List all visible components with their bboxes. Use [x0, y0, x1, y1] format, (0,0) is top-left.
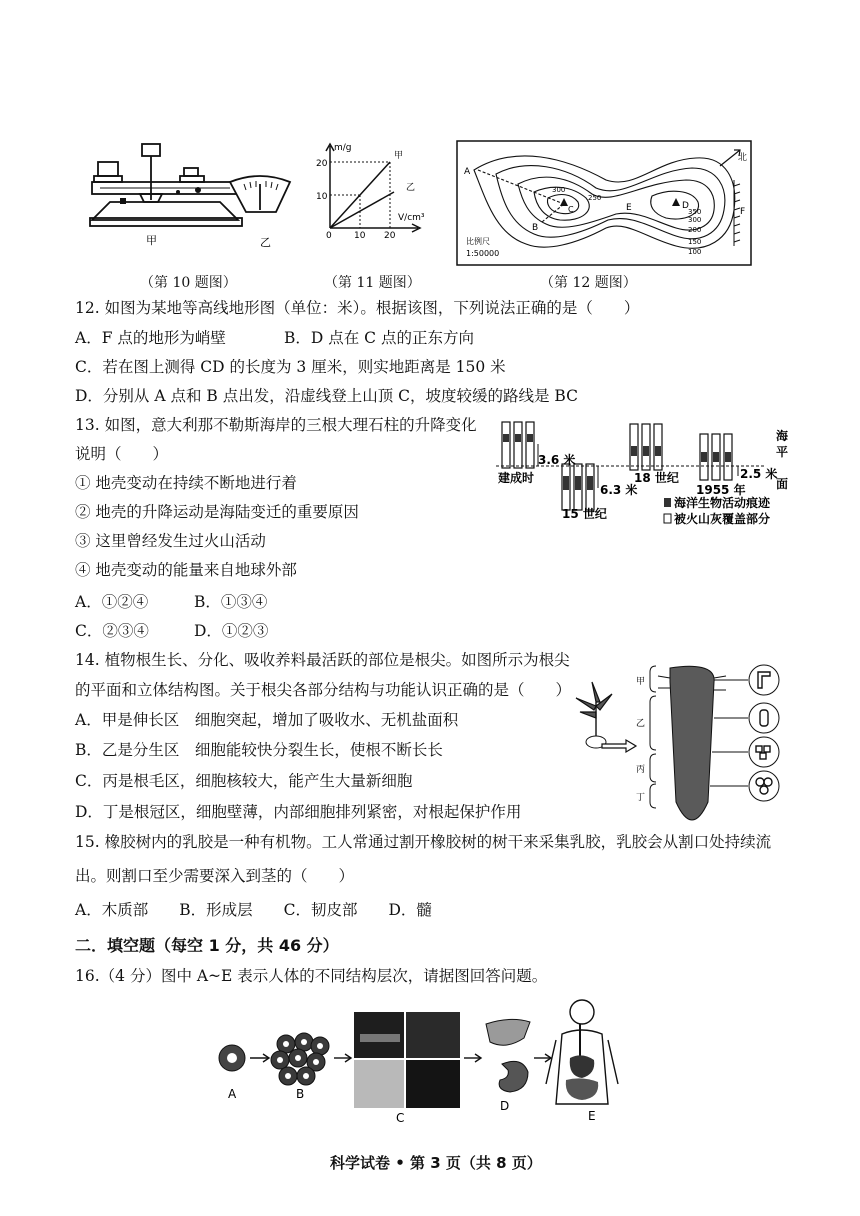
- q13-option-b: B．①③④: [194, 593, 268, 611]
- q14-fig-label-jia: 甲: [636, 677, 646, 687]
- page-footer: 科学试卷 • 第 3 页（共 8 页）: [330, 1154, 542, 1172]
- q13-fig-legend2: 被火山灰覆盖部分: [674, 512, 771, 526]
- q15-stem-line2: 出。则割口至少需要深入到茎的（ ）: [75, 867, 355, 885]
- q15-options: A．木质部 B．形成层 C．韧皮部 D．髓: [75, 901, 432, 919]
- fig12-contour-250a: 250: [588, 194, 602, 202]
- fig11-xlabel: V/cm³: [398, 213, 425, 223]
- q14-fig-label-ding: 丁: [636, 793, 646, 803]
- q12-option-c: C．若在图上测得 CD 的长度为 3 厘米，则实地距离是 150 米: [75, 358, 506, 376]
- q14-option-d: D．丁是根冠区，细胞壁薄，内部细胞排列紧密，对根起保护作用: [75, 803, 522, 821]
- fig12-north: 北: [738, 153, 748, 163]
- q14-fig-label-bing: 丙: [636, 765, 646, 775]
- q13-fig-18c: 18 世纪: [634, 471, 679, 485]
- q13-pillars-figure: [494, 416, 796, 532]
- q13-stem-line2: 说明（ ）: [75, 445, 169, 463]
- fig11-series-yi: 乙: [406, 183, 416, 193]
- fig11-caption: （第 11 题图）: [324, 275, 421, 291]
- fig12-contour-300b: 350: [688, 208, 702, 216]
- q13-fig-15c: 15 世纪: [562, 507, 607, 521]
- q12-option-a: A．F 点的地形为峭壁: [75, 329, 226, 347]
- section-fill-in-title: 二．填空题（每空 1 分，共 46 分）: [75, 936, 339, 955]
- q13-option-c: C．②③④: [75, 622, 149, 640]
- q13-stem-line1: 13. 如图，意大利那不勒斯海岸的三根大理石柱的升降变化: [75, 416, 477, 434]
- q14-option-c: C．丙是根毛区，细胞核较大，能产生大量新细胞: [75, 772, 413, 790]
- fig12-contour-200: 200: [688, 226, 702, 234]
- fig11-ytick-10: 10: [316, 192, 328, 202]
- q16-structure-levels-figure: [210, 994, 630, 1124]
- q16-stem: 16.（4 分）图中 A~E 表示人体的不同结构层次，请据图回答问题。: [75, 967, 548, 985]
- fig12-contour-150: 150: [688, 238, 702, 246]
- fig11-ylabel: m/g: [334, 143, 352, 153]
- q13-fig-63m: 6.3 米: [600, 483, 638, 497]
- q13-fig-36m: 3.6 米: [538, 453, 576, 467]
- q14-stem-line2: 的平面和立体结构图。关于根尖各部分结构与功能认识正确的是（ ）: [75, 681, 572, 699]
- q16-label-e: E: [588, 1109, 596, 1123]
- fig12-scale-title: 比例尺: [466, 237, 490, 246]
- q13-fig-25m: 2.5 米: [740, 467, 778, 481]
- fig12-point-a: A: [464, 167, 471, 177]
- q14-root-tip-figure: [566, 662, 790, 834]
- q13-fig-sea3: 面: [776, 477, 789, 491]
- fig10-caption: （第 10 题图）: [140, 275, 237, 291]
- fig12-contour-100: 100: [688, 248, 702, 256]
- fig12-point-f: F: [740, 207, 746, 217]
- q13-option-a: A．①②④: [75, 593, 149, 611]
- fig12-point-b: B: [532, 223, 539, 233]
- q14-stem-line1: 14. 植物根生长、分化、吸收养料最活跃的部位是根尖。如图所示为根尖: [75, 651, 570, 669]
- q14-fig-label-yi: 乙: [636, 719, 646, 729]
- fig12-point-d: D: [682, 201, 689, 211]
- q13-fig-built: 建成时: [498, 471, 535, 485]
- fig12-caption: （第 12 题图）: [540, 275, 637, 291]
- q16-label-a: A: [228, 1087, 237, 1101]
- fig11-xtick-0: 0: [326, 231, 332, 240]
- fig10-balance-figure: [80, 140, 300, 250]
- fig12-point-c: C: [568, 205, 574, 214]
- q16-label-c: C: [396, 1111, 405, 1124]
- q13-fig-sea1: 海: [776, 429, 789, 443]
- fig12-point-e: E: [626, 203, 632, 213]
- q16-label-d: D: [500, 1099, 510, 1113]
- q13-statement-2: ② 地壳的升降运动是海陆变迁的重要原因: [75, 503, 359, 521]
- fig12-contour-300a: 300: [552, 186, 566, 194]
- fig11-xtick-10: 10: [354, 231, 366, 240]
- fig11-ytick-20: 20: [316, 159, 328, 169]
- fig10-label-yi: 乙: [260, 236, 271, 249]
- q14-option-b: B．乙是分生区 细胞能较快分裂生长，使根不断长长: [75, 741, 443, 759]
- fig12-scale-value: 1:50000: [466, 249, 500, 258]
- fig12-contour-250b: 300: [688, 216, 702, 224]
- q12-option-b: B．D 点在 C 点的正东方向: [284, 329, 474, 347]
- q14-option-a: A．甲是伸长区 细胞突起，增加了吸收水、无机盐面积: [75, 711, 459, 729]
- q15-stem-line1: 15. 橡胶树内的乳胶是一种有机物。工人常通过割开橡胶树的树干来采集乳胶，乳胶会从割口处持续流: [75, 833, 772, 851]
- q12-option-d: D．分别从 A 点和 B 点出发，沿虚线登上山顶 C，坡度较缓的路线是 BC: [75, 387, 578, 405]
- q13-statement-4: ④ 地壳变动的能量来自地球外部: [75, 561, 297, 579]
- q13-statement-3: ③ 这里曾经发生过火山活动: [75, 532, 266, 550]
- fig11-series-jia: 甲: [394, 151, 404, 161]
- q13-fig-sea2: 平: [776, 445, 789, 459]
- fig11-mass-volume-graph: [306, 140, 436, 240]
- q16-label-b: B: [296, 1087, 305, 1101]
- q13-legend-swatch-2: [664, 514, 671, 523]
- q13-legend-swatch-1: [664, 498, 671, 507]
- q13-fig-1955: 1955 年: [696, 483, 746, 497]
- q12-stem: 12. 如图为某地等高线地形图（单位：米）。根据该图，下列说法正确的是（ ）: [75, 299, 640, 317]
- fig11-xtick-20: 20: [384, 231, 396, 240]
- q13-fig-legend1: 海洋生物活动痕迹: [674, 496, 771, 510]
- q13-option-d: D．①②③: [194, 622, 269, 640]
- fig12-contour-map: [456, 140, 752, 266]
- q13-statement-1: ① 地壳变动在持续不断地进行着: [75, 474, 297, 492]
- fig10-label-jia: 甲: [146, 234, 157, 247]
